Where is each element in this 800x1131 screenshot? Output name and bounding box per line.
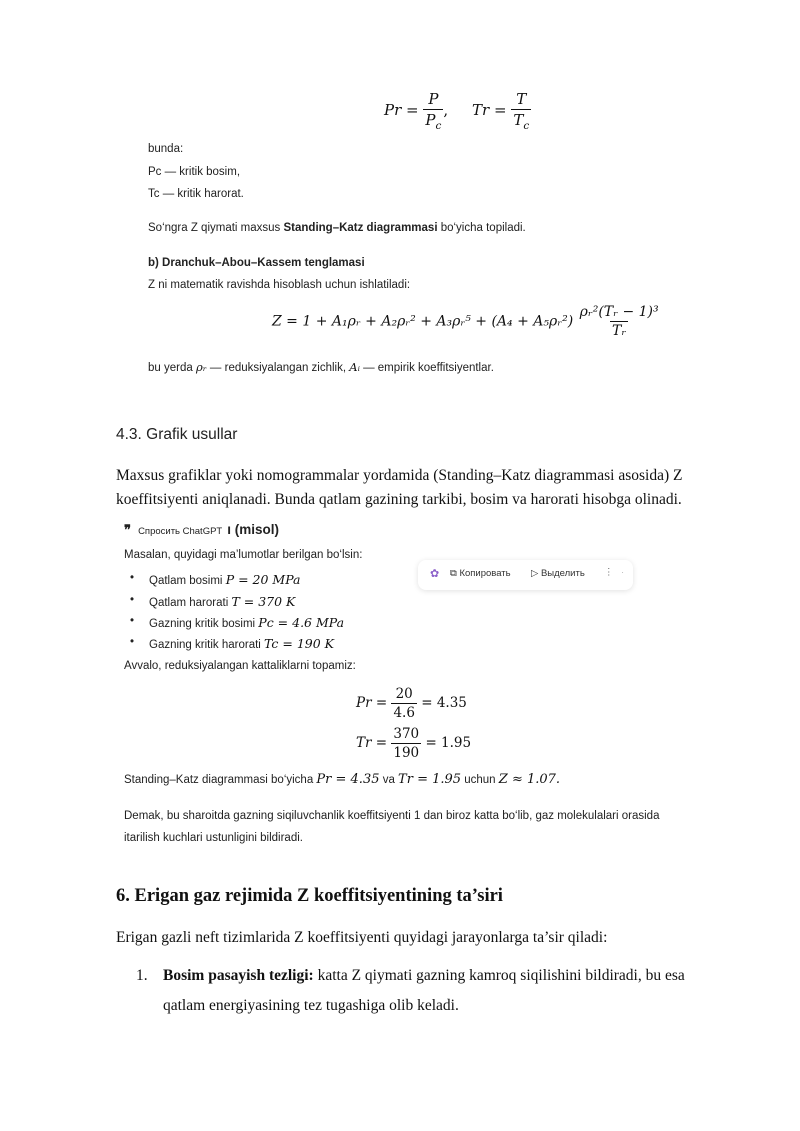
floating-toolbar bbox=[418, 560, 633, 590]
list-item: • Qatlam bosimi P = 20 MPa bbox=[130, 572, 301, 587]
paragraph-4-3: Maxsus grafiklar yoki nomogrammalar yordamida (Standing–Katz diagrammasi asosida) Z koeffitsiyenti aniqlanadi. Bunda qatlam gazining tarkibi, bosim va harorati hisobga olinadi. bbox=[116, 467, 683, 508]
app-icon[interactable]: ✿ bbox=[430, 568, 440, 580]
pr-calc: Pr = $\frac{20}{4.6}$ = 4.35 bbox=[356, 686, 467, 721]
list-item: 1. Bosim pasayish tezligi: katta Z qiymati gazning kamroq siqilishini bildiradi, bu esa qatlam energiyasining tez tugashiga olib keladi. bbox=[136, 967, 685, 1014]
definition-pc: Pc — kritik bosim, bbox=[148, 166, 241, 178]
standing-katz-line: So‘ngra Z qiymati maxsus Standing–Katz diagrammasi bo‘yicha topiladi. bbox=[148, 222, 526, 234]
formula-reduced-params: Pr = $\frac{P}{P_c}$ , Tr = $\frac{T}{T_c}$ bbox=[384, 90, 530, 132]
dak-note: bu yerda ρᵣ — reduksiyalangan zichlik, Aᵢ — empirik koeffitsiyentlar. bbox=[148, 360, 494, 374]
list-item: • Gazning kritik harorati Tc = 190 K bbox=[130, 636, 335, 651]
example-conclusion: Demak, bu sharoitda gazning siqiluvchanlik koeffitsiyenti 1 dan biroz katta bo‘lib, gaz molekulalari orasida itarilish kuchlari ustunligini bildiradi. bbox=[124, 810, 660, 844]
separator-dot: · bbox=[621, 567, 625, 578]
bullet-icon: • bbox=[130, 615, 135, 627]
tr-symbol: Tr bbox=[472, 101, 490, 119]
dak-formula: Z = 1 + A₁ρᵣ + A₂ρᵣ² + A₃ρᵣ⁵ + (A₄ + A₅ρᵣ²) $\frac{\text{ρᵣ²(Tᵣ − 1)³}}{\text{Tᵣ}}$ bbox=[272, 304, 659, 339]
pr-fraction: $\frac{P}{P_c}$ bbox=[425, 90, 442, 132]
select-button[interactable]: ▷ Выделить bbox=[531, 568, 585, 579]
section-heading-6: 6. Erigan gaz rejimida Z koeffitsiyentining ta’siri bbox=[116, 886, 503, 906]
list-item: • Qatlam harorati T = 370 K bbox=[130, 594, 296, 609]
ask-chatgpt-button[interactable]: Спросить ChatGPT bbox=[138, 526, 223, 537]
dak-heading: b) Dranchuk–Abou–Kassem tenglamasi bbox=[148, 257, 365, 269]
bullet-icon: • bbox=[130, 636, 135, 648]
tr-calc: Tr = $\frac{370}{190}$ = 1.95 bbox=[356, 726, 472, 761]
list-item: • Gazning kritik bosimi Pc = 4.6 MPa bbox=[130, 615, 345, 630]
example-heading: ❞ Спросить ChatGPT ı (misol) bbox=[124, 522, 280, 537]
bullet-icon: • bbox=[130, 594, 135, 606]
example-result: Standing–Katz diagrammasi bo‘yicha Pr = 4.35 va Tr = 1.95 uchun Z ≈ 1.07. bbox=[124, 772, 561, 787]
dak-fraction: $\frac{\text{ρᵣ²(Tᵣ − 1)³}}{\text{Tᵣ}}$ bbox=[579, 304, 659, 339]
pr-symbol: Pr bbox=[384, 101, 402, 119]
definition-tc: Tc — kritik harorat. bbox=[148, 188, 244, 200]
calc-intro: Avvalo, reduksiyalangan kattaliklarni topamiz: bbox=[124, 660, 356, 672]
bullet-icon: • bbox=[130, 572, 135, 584]
bunda-label: bunda: bbox=[148, 143, 184, 155]
paragraph-6: Erigan gazli neft tizimlarida Z koeffitsiyenti quyidagi jarayonlarga ta’sir qiladi: bbox=[116, 929, 608, 946]
copy-button[interactable]: ⧉ Копировать bbox=[450, 568, 511, 579]
section-heading-4-3: 4.3. Grafik usullar bbox=[116, 426, 238, 443]
more-menu-icon[interactable]: ⋮ bbox=[604, 567, 614, 578]
copy-icon: ⧉ bbox=[450, 568, 457, 579]
example-intro: Masalan, quyidagi ma’lumotlar berilgan bo‘lsin: bbox=[124, 549, 363, 561]
tr-fraction: $\frac{T}{T_c}$ bbox=[513, 90, 530, 132]
quote-icon: ❞ bbox=[124, 522, 131, 537]
dak-intro: Z ni matematik ravishda hisoblash uchun ishlatiladi: bbox=[148, 279, 411, 291]
select-icon: ▷ bbox=[531, 568, 539, 579]
